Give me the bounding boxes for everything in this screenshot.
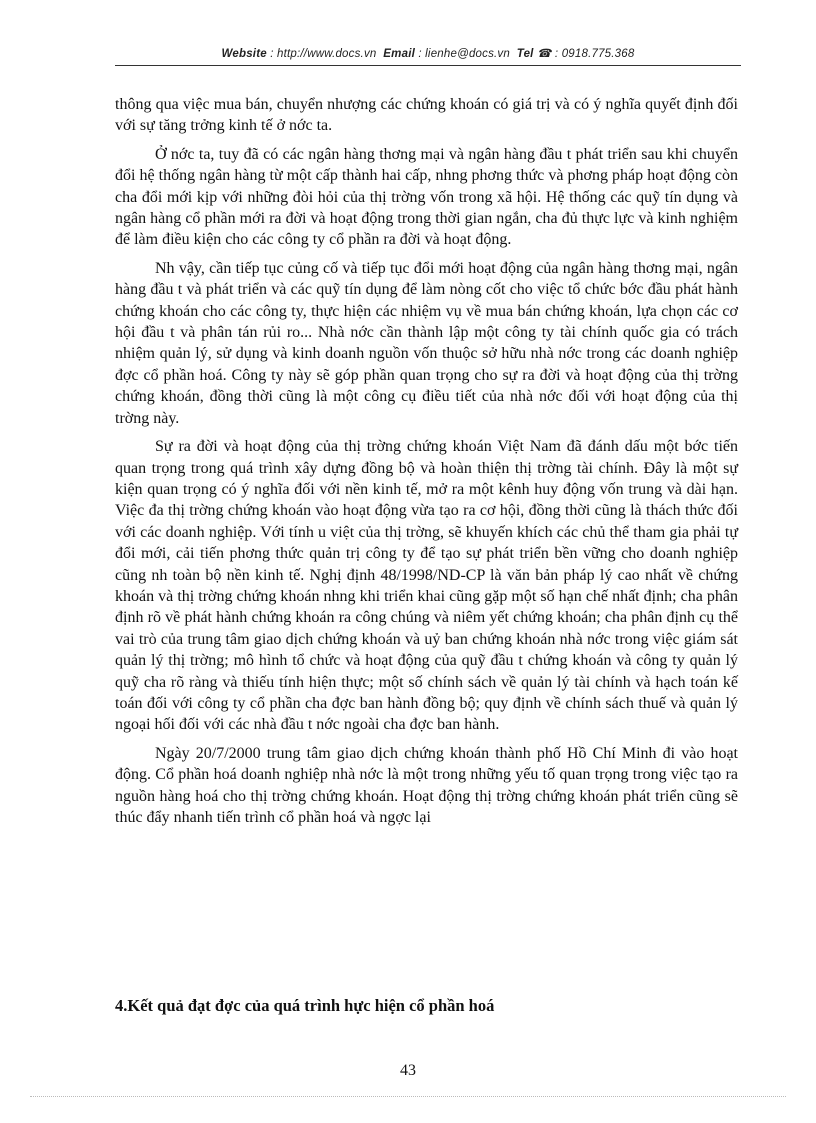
- document-body: [115, 94, 738, 835]
- paragraph: Ngày 20/7/2000 trung tâm giao dịch chứng khoán thành phố Hồ Chí Minh đi vào hoạt động. Cổ phần hoá doanh nghiệp nhà nớc là một trong những yếu tố quan trọng trong việc tạo ra nguồn hàng hoá cho thị trờng chứng khoán. Hoạt động thị trờng chứng khoán phát triển cũng sẽ thúc đẩy nhanh tiến trình cổ phần hoá và ngợc lại: [115, 744, 738, 826]
- website-label: Website: [221, 48, 267, 60]
- website-value: : http://www.docs.vn: [270, 48, 377, 60]
- footer-divider: [30, 1096, 786, 1097]
- email-value: : lienhe@docs.vn: [418, 48, 510, 60]
- page-header: [115, 46, 741, 60]
- paragraph: Nh vậy, cần tiếp tục củng cố và tiếp tục đổi mới hoạt động của ngân hàng thơng mại, ngân hàng đầu t và phát triển và các quỹ tín dụng để làm nòng cốt cho việc tổ chức bớc đầu phát hành chứng khoán cho các công ty, thực hiện các nhiệm vụ về mua bán chứng khoán, lựa chọn các cơ hội đầu t và phân tán rủi ro... Nhà nớc cần thành lập một công ty tài chính quốc gia có trách nhiệm quản lý, sử dụng và kinh doanh nguồn vốn thuộc sở hữu nhà nớc trong các doanh nghiệp đợc cổ phần hoá. Công ty này sẽ góp phần quan trọng cho sự ra đời và hoạt động của thị trờng chứng khoán, đồng thời cũng là một công cụ điều tiết của nhà nớc đối với hoạt động của thị trờng này.: [115, 259, 738, 427]
- section-heading: 4.Kết quả đạt đợc của quá trình hực hiện cổ phần hoá: [115, 996, 495, 1015]
- email-label: Email: [383, 48, 415, 60]
- tel-label: Tel: [516, 48, 534, 60]
- paragraph: thông qua việc mua bán, chuyển nhượng các chứng khoán có giá trị và có ý nghĩa quyết định đối với sự tăng trởng kinh tế ở nớc ta.: [115, 96, 738, 135]
- paragraph: Sự ra đời và hoạt động của thị trờng chứng khoán Việt Nam đã đánh dấu một bớc tiến quan trọng trong quá trình xây dựng đồng bộ và hoàn thiện thị trờng tài chính. Đây là một sự kiện quan trọng có ý nghĩa đối với nền kinh tế, mở ra một kênh huy động vốn trung và dài hạn. Việc đa thị trờng chứng khoán vào hoạt động vừa tạo ra cơ hội, đồng thời cũng là thách thức đối với các doanh nghiệp. Với tính u việt của thị trờng, sẽ khuyến khích các chủ thể tham gia phải tự đổi mới, cải tiến phơng thức quản trị công ty để tạo sự phát triển bền vững cho doanh nghiệp cũng nh toàn bộ nền kinh tế. Nghị định 48/1998/ND-CP là văn bản pháp lý cao nhất về chứng khoán và thị trờng chứng khoán nhng khi triển khai cũng gặp một số hạn chế nhất định; cha phân định rõ về phát hành chứng khoán ra công chúng và niêm yết chứng khoán; cha phân định cụ thể vai trò của trung tâm giao dịch chứng khoán và uỷ ban chứng khoán nhà nớc trong việc giám sát quản lý thị trờng; mô hình tổ chức và hoạt động của quỹ đầu t chứng khoán và công ty quản lý quỹ cha rõ ràng và thiếu tính hiện thực; một số chính sách về quản lý tài chính và hạch toán kế toán đối với công ty cổ phần cha đợc ban hành đồng bộ; quy định về chính sách thuế và quản lý ngoại hối đối với các nhà đầu t nớc ngoài cha đợc ban hành.: [115, 438, 738, 734]
- header-divider: [115, 65, 741, 66]
- page-number: 43: [400, 1062, 416, 1079]
- paragraph: Ở nớc ta, tuy đã có các ngân hàng thơng mại và ngân hàng đầu t phát triển sau khi chuyển đổi hệ thống ngân hàng từ một cấp thành hai cấp, nhng phơng thức và phơng pháp hoạt động còn cha đổi mới kịp với những đòi hỏi của thị trờng vốn trong xã hội. Hệ thống các quỹ tín dụng và ngân hàng cổ phần mới ra đời và hoạt động trong thời gian ngắn, cha đủ thực lực và kinh nghiệm để làm điều kiện cho các công ty cổ phần ra đời và hoạt động.: [115, 145, 738, 249]
- tel-value: ☎ : 0918.775.368: [536, 48, 635, 60]
